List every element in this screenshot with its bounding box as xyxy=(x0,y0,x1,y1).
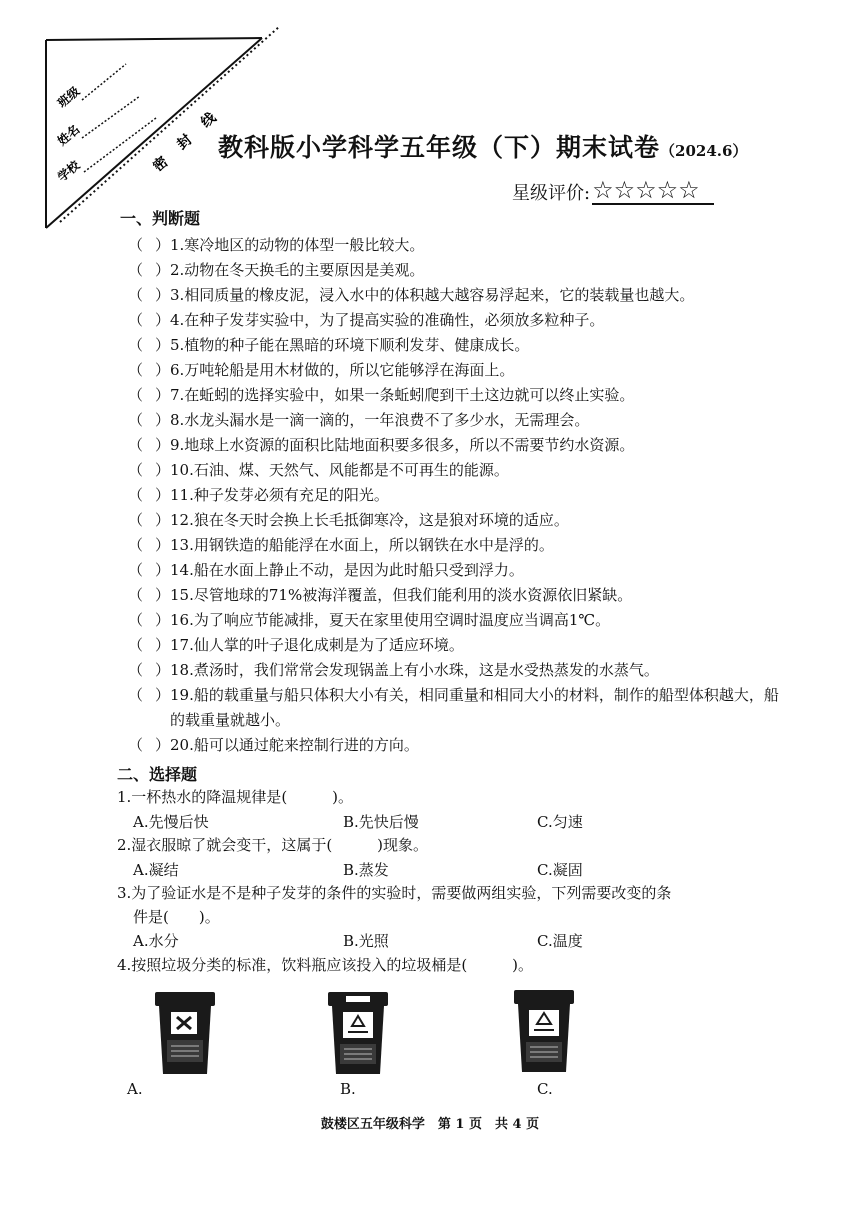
answer-blank-close: ） xyxy=(154,536,170,554)
judgment-item xyxy=(120,533,780,558)
answer-blank-open: （ xyxy=(128,236,144,254)
judgment-text: 8.水龙头漏水是一滴一滴的，一年浪费不了多少水，无需理会。 xyxy=(170,411,590,429)
judgment-text: 2.动物在冬天换毛的主要原因是美观。 xyxy=(170,261,425,279)
q3-option-a[interactable]: A.水分 xyxy=(133,932,179,950)
answer-blank[interactable] xyxy=(120,333,170,358)
judgment-text: 14.船在水面上静止不动，是因为此时船只受到浮力。 xyxy=(170,561,524,579)
name-label: 姓名 xyxy=(54,122,83,149)
answer-blank-close: ） xyxy=(154,586,170,604)
answer-blank-close: ） xyxy=(154,286,170,304)
q2-option-a[interactable]: A.凝结 xyxy=(133,861,179,879)
judgment-text: 15.尽管地球的71%被海洋覆盖，但我们能利用的淡水资源依旧紧缺。 xyxy=(170,586,633,604)
answer-blank[interactable] xyxy=(120,258,170,283)
answer-blank-open: （ xyxy=(128,661,144,679)
judgment-text: 7.在蚯蚓的选择实验中，如果一条蚯蚓爬到干土这边就可以终止实验。 xyxy=(170,386,635,404)
answer-blank-open: （ xyxy=(128,586,144,604)
answer-blank-close: ） xyxy=(154,511,170,529)
q4-option-c[interactable]: C. xyxy=(537,1080,553,1098)
answer-blank[interactable] xyxy=(120,658,170,683)
judgment-item xyxy=(120,308,780,333)
answer-blank-open: （ xyxy=(128,511,144,529)
seal-char-1: 密 xyxy=(150,153,172,176)
answer-blank-close: ） xyxy=(154,236,170,254)
answer-blank-open: （ xyxy=(128,486,144,504)
answer-blank[interactable] xyxy=(120,733,170,758)
answer-blank-close: ） xyxy=(154,486,170,504)
answer-blank[interactable] xyxy=(120,408,170,433)
judgment-text: 3.相同质量的橡皮泥，浸入水中的体积越大越容易浮起来，它的装载量也越大。 xyxy=(170,286,695,304)
answer-blank[interactable] xyxy=(120,608,170,633)
answer-blank-close: ） xyxy=(154,436,170,454)
answer-blank[interactable] xyxy=(120,233,170,258)
answer-blank[interactable] xyxy=(120,583,170,608)
answer-blank-open: （ xyxy=(128,361,144,379)
answer-blank[interactable] xyxy=(120,558,170,583)
exam-title-date: （2024.6） xyxy=(660,142,748,160)
answer-blank-open: （ xyxy=(128,461,144,479)
judgment-item xyxy=(120,608,780,633)
answer-blank[interactable] xyxy=(120,483,170,508)
answer-blank[interactable] xyxy=(120,383,170,408)
binding-line-graphic xyxy=(0,0,300,240)
answer-blank[interactable] xyxy=(120,308,170,333)
judgment-item xyxy=(120,283,780,308)
judgment-text: 1.寒冷地区的动物的体型一般比较大。 xyxy=(170,236,425,254)
star-rating-label: 星级评价: xyxy=(512,183,591,204)
seal-char-2: 封 xyxy=(174,131,196,154)
choice-question-1: 1.一杯热水的降温规律是( )。 xyxy=(117,788,354,806)
q2-option-c[interactable]: C.凝固 xyxy=(537,861,583,879)
judgment-text: 20.船可以通过舵来控制行进的方向。 xyxy=(170,736,419,754)
answer-blank-close: ） xyxy=(154,361,170,379)
judgment-item xyxy=(120,558,780,583)
answer-blank-close: ） xyxy=(154,686,170,704)
judgment-text: 9.地球上水资源的面积比陆地面积要多很多，所以不需要节约水资源。 xyxy=(170,436,635,454)
answer-blank-close: ） xyxy=(154,561,170,579)
q4-option-b[interactable]: B. xyxy=(340,1080,356,1098)
answer-blank[interactable] xyxy=(120,633,170,658)
answer-blank-open: （ xyxy=(128,636,144,654)
section-heading-choice: 二、选择题 xyxy=(117,765,198,784)
section-heading-judgment: 一、判断题 xyxy=(120,209,201,228)
answer-blank-open: （ xyxy=(128,736,144,754)
answer-blank[interactable] xyxy=(120,433,170,458)
answer-blank-open: （ xyxy=(128,386,144,404)
answer-blank-open: （ xyxy=(128,561,144,579)
binding-corner xyxy=(0,0,300,240)
judgment-item xyxy=(120,408,780,433)
answer-blank[interactable] xyxy=(120,683,170,733)
trash-bin-icon-a[interactable] xyxy=(153,990,217,1076)
q3-option-c[interactable]: C.温度 xyxy=(537,932,583,950)
judgment-text: 13.用钢铁造的船能浮在水面上，所以钢铁在水中是浮的。 xyxy=(170,536,554,554)
exam-title-main: 教科版小学科学五年级（下）期末试卷 xyxy=(218,133,661,162)
judgment-item xyxy=(120,333,780,358)
choice-question-4: 4.按照垃圾分类的标准，饮料瓶应该投入的垃圾桶是( )。 xyxy=(117,956,534,974)
answer-blank-open: （ xyxy=(128,611,144,629)
answer-blank-open: （ xyxy=(128,436,144,454)
star-icon[interactable]: ☆ xyxy=(592,176,614,204)
answer-blank-close: ） xyxy=(154,261,170,279)
judgment-item xyxy=(120,658,780,683)
judgment-item xyxy=(120,383,780,408)
answer-blank[interactable] xyxy=(120,508,170,533)
judgment-question-list xyxy=(120,233,780,758)
answer-blank-open: （ xyxy=(128,336,144,354)
answer-blank-close: ） xyxy=(154,461,170,479)
answer-blank-close: ） xyxy=(154,336,170,354)
answer-blank-open: （ xyxy=(128,686,144,704)
judgment-text: 5.植物的种子能在黑暗的环境下顺利发芽、健康成长。 xyxy=(170,336,530,354)
judgment-item xyxy=(120,508,780,533)
star-icon[interactable]: ☆ xyxy=(613,176,636,204)
judgment-item xyxy=(120,433,780,458)
star-icon[interactable]: ☆ xyxy=(656,176,679,204)
q2-option-b[interactable]: B.蒸发 xyxy=(343,861,389,879)
answer-blank-open: （ xyxy=(128,311,144,329)
q1-option-c[interactable]: C.匀速 xyxy=(537,813,583,831)
star-icon[interactable]: ☆ xyxy=(635,176,657,204)
exam-title xyxy=(218,128,747,164)
star-rating-stars xyxy=(592,178,714,205)
judgment-text: 6.万吨轮船是用木材做的，所以它能够浮在海面上。 xyxy=(170,361,515,379)
answer-blank[interactable] xyxy=(120,533,170,558)
seal-char-3: 线 xyxy=(198,109,220,132)
judgment-text: 17.仙人掌的叶子退化成刺是为了适应环境。 xyxy=(170,636,464,654)
choice-question-3-line-2: 件是( )。 xyxy=(133,908,220,926)
judgment-text: 11.种子发芽必须有充足的阳光。 xyxy=(170,486,389,504)
q3-option-b[interactable]: B.光照 xyxy=(343,932,389,950)
judgment-text: 12.狼在冬天时会换上长毛抵御寒冷，这是狼对环境的适应。 xyxy=(170,511,569,529)
star-icon[interactable]: ☆ xyxy=(678,176,700,204)
answer-blank[interactable] xyxy=(120,283,170,308)
judgment-text: 4.在种子发芽实验中，为了提高实验的准确性，必须放多粒种子。 xyxy=(170,311,605,329)
answer-blank[interactable] xyxy=(120,458,170,483)
q1-option-a[interactable]: A.先慢后快 xyxy=(133,813,209,831)
answer-blank-open: （ xyxy=(128,411,144,429)
choice-question-3-line-1: 3.为了验证水是不是种子发芽的条件的实验时，需要做两组实验，下列需要改变的条 xyxy=(117,884,672,902)
answer-blank-close: ） xyxy=(154,611,170,629)
recycle-bin-icon-b[interactable] xyxy=(326,990,390,1076)
judgment-item xyxy=(120,233,780,258)
judgment-item xyxy=(120,683,780,733)
star-rating xyxy=(512,178,714,205)
judgment-item xyxy=(120,733,780,758)
q1-option-b[interactable]: B.先快后慢 xyxy=(343,813,419,831)
answer-blank-close: ） xyxy=(154,386,170,404)
judgment-text: 16.为了响应节能减排，夏天在家里使用空调时温度应当调高1℃。 xyxy=(170,611,611,629)
answer-blank[interactable] xyxy=(120,358,170,383)
answer-blank-open: （ xyxy=(128,286,144,304)
answer-blank-close: ） xyxy=(154,661,170,679)
judgment-text: 10.石油、煤、天然气、风能都是不可再生的能源。 xyxy=(170,461,509,479)
answer-blank-close: ） xyxy=(154,311,170,329)
judgment-item xyxy=(120,583,780,608)
q4-option-a[interactable]: A. xyxy=(127,1080,143,1098)
judgment-item xyxy=(120,483,780,508)
judgment-text: 19.船的载重量与船只体积大小有关，相同重量和相同大小的材料，制作的船型体积越大，船的载重量就越小。 xyxy=(170,686,779,729)
answer-blank-open: （ xyxy=(128,536,144,554)
answer-blank-close: ） xyxy=(154,636,170,654)
answer-blank-close: ） xyxy=(154,411,170,429)
page-footer: 鼓楼区五年级科学 第 1 页 共 4 页 xyxy=(320,1117,540,1132)
answer-blank-open: （ xyxy=(128,261,144,279)
judgment-item xyxy=(120,458,780,483)
judgment-item xyxy=(120,358,780,383)
school-label: 学校 xyxy=(54,158,83,185)
judgment-text: 18.煮汤时，我们常常会发现锅盖上有小水珠，这是水受热蒸发的水蒸气。 xyxy=(170,661,659,679)
choice-question-2: 2.湿衣服晾了就会变干，这属于( )现象。 xyxy=(117,836,429,854)
recycle-bin-icon-c[interactable] xyxy=(512,988,576,1074)
judgment-item xyxy=(120,633,780,658)
class-label: 班级 xyxy=(54,84,83,111)
answer-blank-close: ） xyxy=(154,736,170,754)
judgment-item xyxy=(120,258,780,283)
